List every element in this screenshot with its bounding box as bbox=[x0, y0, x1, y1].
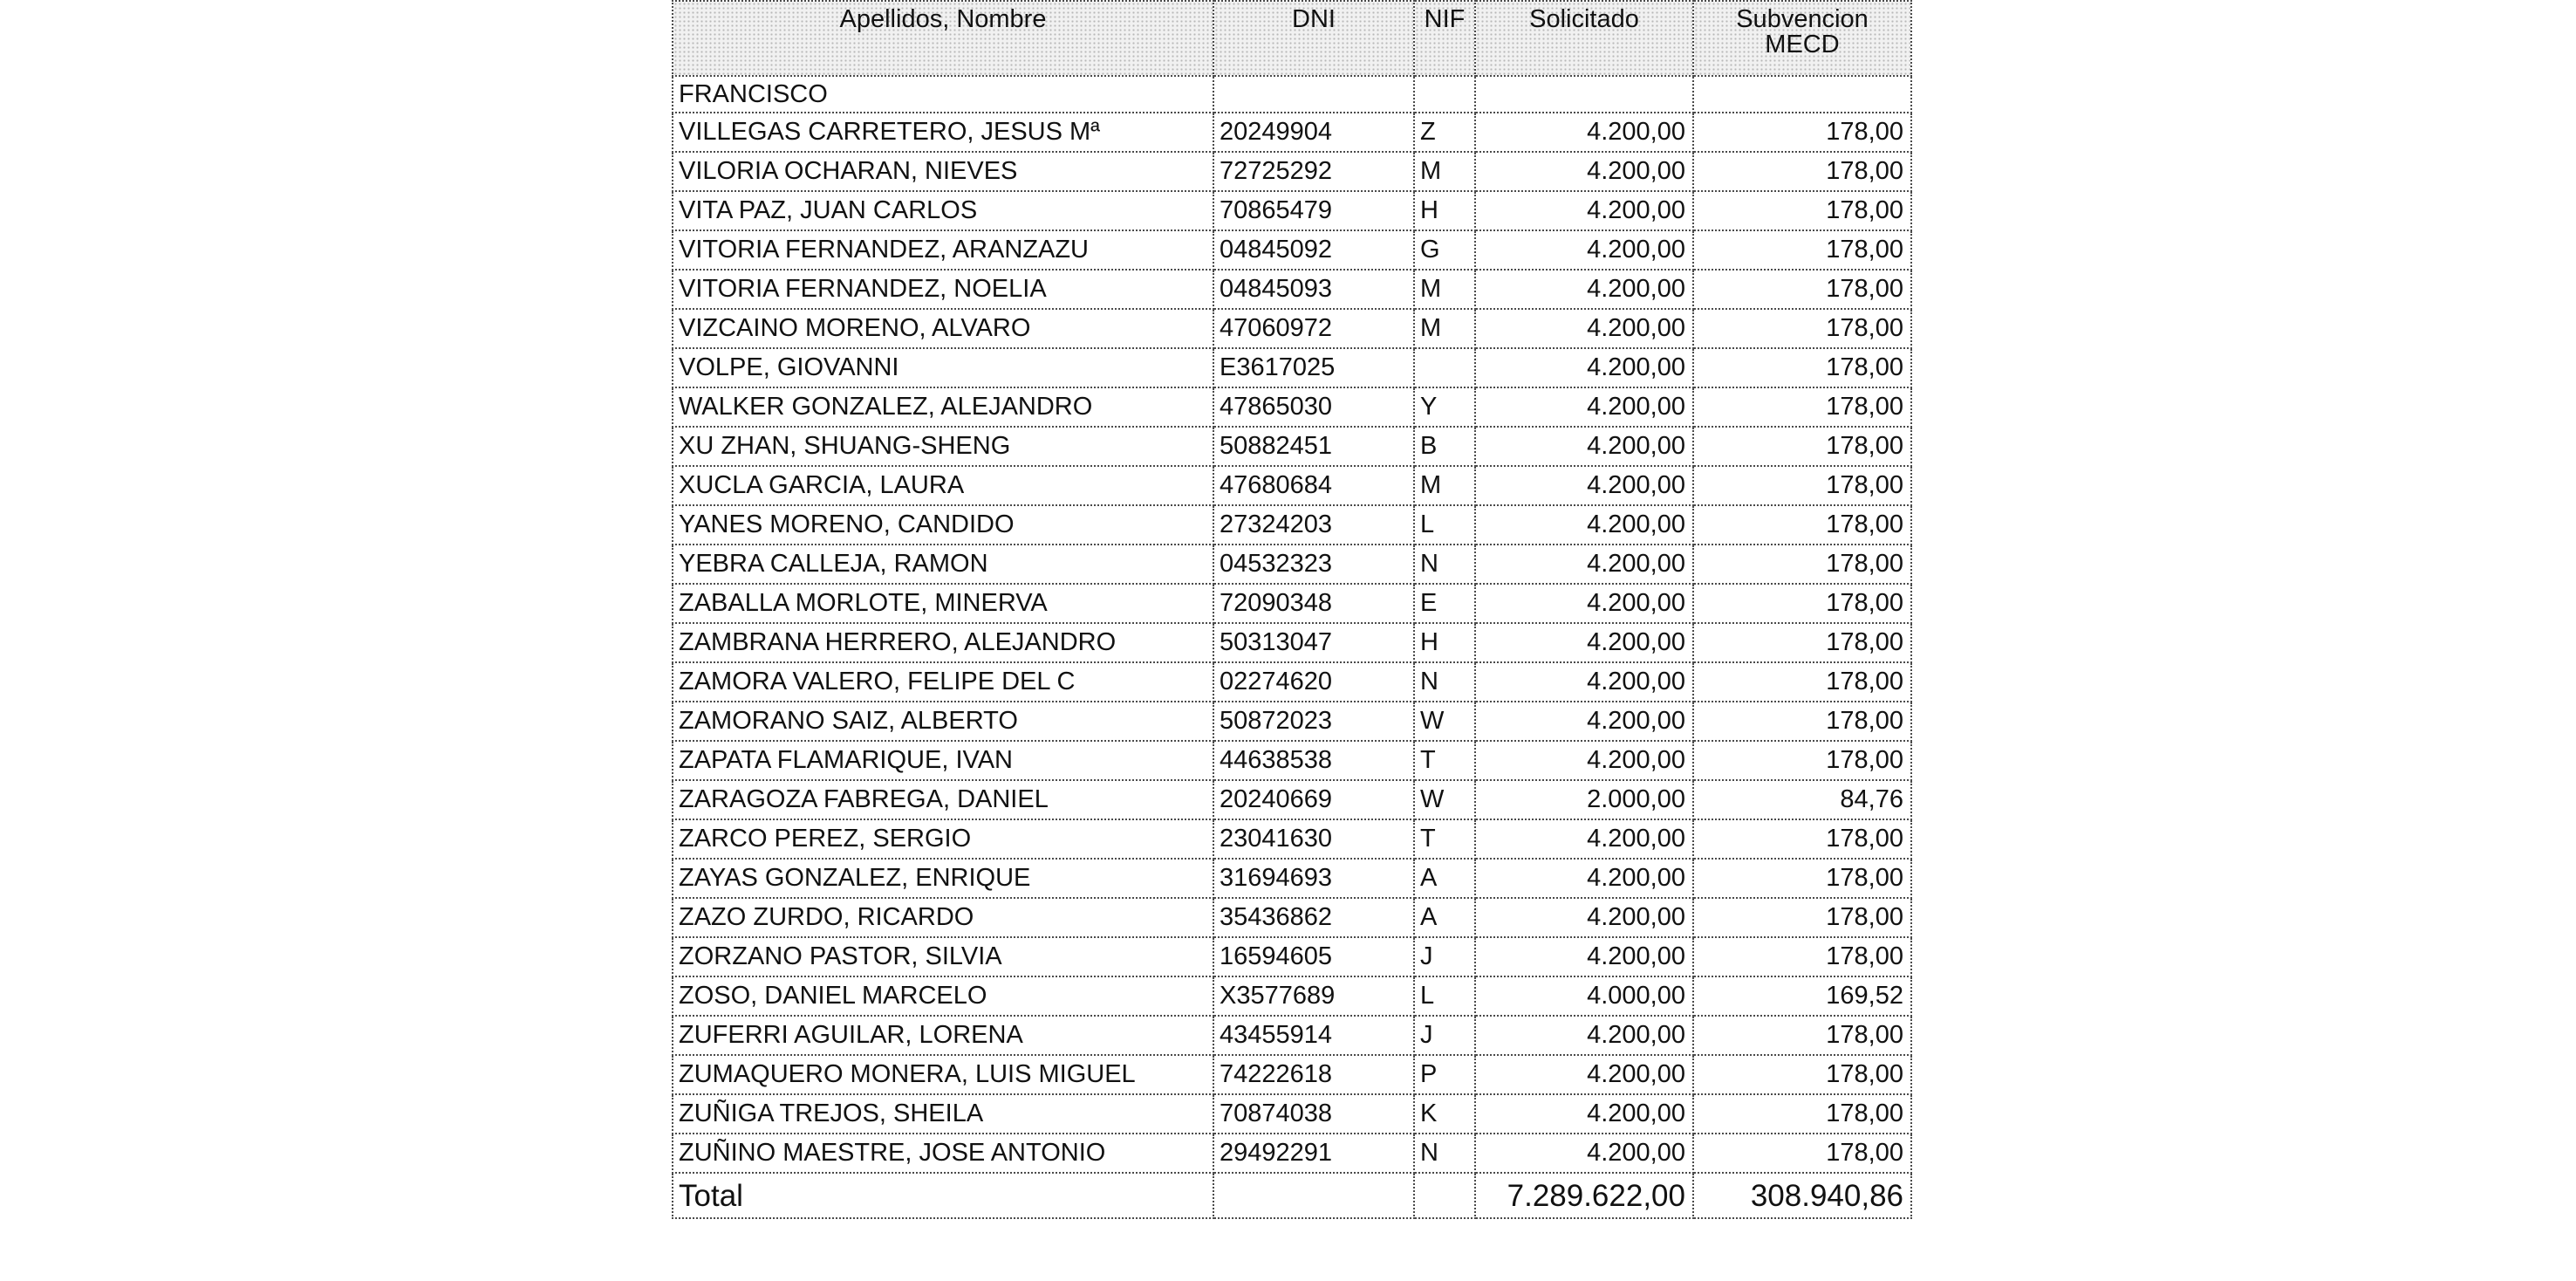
cell-subvencion: 178,00 bbox=[1693, 898, 1911, 937]
cell-solicitado: 4.200,00 bbox=[1475, 819, 1693, 859]
cell-solicitado: 4.200,00 bbox=[1475, 584, 1693, 623]
cell-subvencion: 178,00 bbox=[1693, 584, 1911, 623]
cell-dni bbox=[1213, 76, 1414, 113]
cell-nif: H bbox=[1414, 623, 1475, 662]
cell-solicitado: 4.200,00 bbox=[1475, 387, 1693, 427]
cell-name: ZAZO ZURDO, RICARDO bbox=[673, 898, 1213, 937]
table-row bbox=[673, 230, 1911, 270]
cell-nif: T bbox=[1414, 819, 1475, 859]
cell-subvencion bbox=[1693, 76, 1911, 113]
cell-nif: J bbox=[1414, 937, 1475, 976]
header-row bbox=[673, 1, 1911, 76]
cell-solicitado: 4.200,00 bbox=[1475, 230, 1693, 270]
cell-name: VITORIA FERNANDEZ, NOELIA bbox=[673, 270, 1213, 309]
table-row bbox=[673, 662, 1911, 702]
cell-name: VILLEGAS CARRETERO, JESUS Mª bbox=[673, 113, 1213, 152]
cell-nif: H bbox=[1414, 191, 1475, 230]
cell-nif: M bbox=[1414, 466, 1475, 505]
cell-dni: 31694693 bbox=[1213, 859, 1414, 898]
table-row bbox=[673, 1094, 1911, 1134]
cell-nif: N bbox=[1414, 545, 1475, 584]
table-row bbox=[673, 191, 1911, 230]
cell-dni: 04845093 bbox=[1213, 270, 1414, 309]
cell-dni: 50882451 bbox=[1213, 427, 1414, 466]
cell-solicitado: 2.000,00 bbox=[1475, 780, 1693, 819]
cell-subvencion: 178,00 bbox=[1693, 113, 1911, 152]
cell-name: VILORIA OCHARAN, NIEVES bbox=[673, 152, 1213, 191]
cell-nif: M bbox=[1414, 152, 1475, 191]
cell-nif: W bbox=[1414, 780, 1475, 819]
cell-name: VIZCAINO MORENO, ALVARO bbox=[673, 309, 1213, 348]
cell-dni: 29492291 bbox=[1213, 1134, 1414, 1173]
cell-nif: J bbox=[1414, 1016, 1475, 1055]
table-row bbox=[673, 584, 1911, 623]
cell-name: YEBRA CALLEJA, RAMON bbox=[673, 545, 1213, 584]
table-row bbox=[673, 505, 1911, 545]
cell-dni: 72725292 bbox=[1213, 152, 1414, 191]
cell-solicitado: 4.200,00 bbox=[1475, 545, 1693, 584]
cell-name: ZUÑINO MAESTRE, JOSE ANTONIO bbox=[673, 1134, 1213, 1173]
table-row bbox=[673, 1134, 1911, 1173]
cell-solicitado: 4.000,00 bbox=[1475, 976, 1693, 1016]
cell-solicitado: 4.200,00 bbox=[1475, 1094, 1693, 1134]
cell-solicitado: 4.200,00 bbox=[1475, 348, 1693, 387]
cell-nif: Y bbox=[1414, 387, 1475, 427]
cell-subvencion: 178,00 bbox=[1693, 741, 1911, 780]
cell-dni: E3617025 bbox=[1213, 348, 1414, 387]
cell-subvencion: 178,00 bbox=[1693, 348, 1911, 387]
cell-solicitado: 4.200,00 bbox=[1475, 309, 1693, 348]
cell-nif: L bbox=[1414, 976, 1475, 1016]
cell-dni: 16594605 bbox=[1213, 937, 1414, 976]
cell-solicitado: 4.200,00 bbox=[1475, 1055, 1693, 1094]
cell-dni: 04845092 bbox=[1213, 230, 1414, 270]
cell-subvencion: 178,00 bbox=[1693, 819, 1911, 859]
cell-dni: 04532323 bbox=[1213, 545, 1414, 584]
cell-nif: B bbox=[1414, 427, 1475, 466]
cell-nif: E bbox=[1414, 584, 1475, 623]
table-row bbox=[673, 152, 1911, 191]
cell-subvencion: 178,00 bbox=[1693, 427, 1911, 466]
cell-name: XUCLA GARCIA, LAURA bbox=[673, 466, 1213, 505]
cell-subvencion: 178,00 bbox=[1693, 545, 1911, 584]
table-row bbox=[673, 780, 1911, 819]
cell-solicitado: 4.200,00 bbox=[1475, 270, 1693, 309]
table-row bbox=[673, 702, 1911, 741]
cell-dni: 20240669 bbox=[1213, 780, 1414, 819]
cell-name: ZARAGOZA FABREGA, DANIEL bbox=[673, 780, 1213, 819]
cell-dni: 35436862 bbox=[1213, 898, 1414, 937]
table-row bbox=[673, 898, 1911, 937]
header-nif: NIF bbox=[1414, 1, 1475, 76]
cell-name: WALKER GONZALEZ, ALEJANDRO bbox=[673, 387, 1213, 427]
cell-nif: N bbox=[1414, 662, 1475, 702]
cell-subvencion: 84,76 bbox=[1693, 780, 1911, 819]
cell-subvencion: 178,00 bbox=[1693, 152, 1911, 191]
cell-subvencion: 178,00 bbox=[1693, 466, 1911, 505]
cell-name: ZAMBRANA HERRERO, ALEJANDRO bbox=[673, 623, 1213, 662]
cell-name: ZUMAQUERO MONERA, LUIS MIGUEL bbox=[673, 1055, 1213, 1094]
cell-dni: 74222618 bbox=[1213, 1055, 1414, 1094]
cell-nif: A bbox=[1414, 859, 1475, 898]
table-row bbox=[673, 623, 1911, 662]
cell-solicitado: 4.200,00 bbox=[1475, 859, 1693, 898]
cell-name: ZABALLA MORLOTE, MINERVA bbox=[673, 584, 1213, 623]
cell-subvencion: 178,00 bbox=[1693, 505, 1911, 545]
cell-nif: W bbox=[1414, 702, 1475, 741]
cell-subvencion: 178,00 bbox=[1693, 387, 1911, 427]
cell-nif: T bbox=[1414, 741, 1475, 780]
cell-dni: 70865479 bbox=[1213, 191, 1414, 230]
cell-name: XU ZHAN, SHUANG-SHENG bbox=[673, 427, 1213, 466]
cell-solicitado: 4.200,00 bbox=[1475, 505, 1693, 545]
cell-subvencion: 178,00 bbox=[1693, 1134, 1911, 1173]
cell-nif: M bbox=[1414, 270, 1475, 309]
cell-name: VITA PAZ, JUAN CARLOS bbox=[673, 191, 1213, 230]
table-row bbox=[673, 427, 1911, 466]
cell-subvencion: 178,00 bbox=[1693, 270, 1911, 309]
cell-nif: Z bbox=[1414, 113, 1475, 152]
cell-nif: N bbox=[1414, 1134, 1475, 1173]
cell-solicitado: 4.200,00 bbox=[1475, 937, 1693, 976]
cell-dni: 50872023 bbox=[1213, 702, 1414, 741]
cell-nif: K bbox=[1414, 1094, 1475, 1134]
header-name: Apellidos, Nombre bbox=[673, 1, 1213, 76]
beneficiaries-table bbox=[672, 0, 1912, 1219]
cell-nif: A bbox=[1414, 898, 1475, 937]
cell-subvencion: 169,52 bbox=[1693, 976, 1911, 1016]
total-subvencion: 308.940,86 bbox=[1693, 1173, 1911, 1218]
table-row bbox=[673, 819, 1911, 859]
cell-solicitado: 4.200,00 bbox=[1475, 662, 1693, 702]
cell-name: FRANCISCO bbox=[673, 76, 1213, 113]
table-row bbox=[673, 859, 1911, 898]
cell-subvencion: 178,00 bbox=[1693, 623, 1911, 662]
table-row bbox=[673, 387, 1911, 427]
cell-name: ZAPATA FLAMARIQUE, IVAN bbox=[673, 741, 1213, 780]
cell-solicitado: 4.200,00 bbox=[1475, 1134, 1693, 1173]
table-row bbox=[673, 937, 1911, 976]
cell-name: ZORZANO PASTOR, SILVIA bbox=[673, 937, 1213, 976]
cell-name: YANES MORENO, CANDIDO bbox=[673, 505, 1213, 545]
cell-nif bbox=[1414, 348, 1475, 387]
cell-subvencion: 178,00 bbox=[1693, 1055, 1911, 1094]
cell-nif: P bbox=[1414, 1055, 1475, 1094]
cell-name: ZUÑIGA TREJOS, SHEILA bbox=[673, 1094, 1213, 1134]
cell-dni: 72090348 bbox=[1213, 584, 1414, 623]
table-row bbox=[673, 309, 1911, 348]
table-row bbox=[673, 466, 1911, 505]
cell-subvencion: 178,00 bbox=[1693, 662, 1911, 702]
cell-dni: 70874038 bbox=[1213, 1094, 1414, 1134]
cell-solicitado: 4.200,00 bbox=[1475, 152, 1693, 191]
cell-nif bbox=[1414, 76, 1475, 113]
total-empty-nif bbox=[1414, 1173, 1475, 1218]
cell-dni: 47865030 bbox=[1213, 387, 1414, 427]
cell-nif: G bbox=[1414, 230, 1475, 270]
cell-dni: 43455914 bbox=[1213, 1016, 1414, 1055]
table-row bbox=[673, 1016, 1911, 1055]
cell-subvencion: 178,00 bbox=[1693, 1094, 1911, 1134]
table-row bbox=[673, 270, 1911, 309]
cell-dni: 47680684 bbox=[1213, 466, 1414, 505]
cell-name: ZAYAS GONZALEZ, ENRIQUE bbox=[673, 859, 1213, 898]
cell-subvencion: 178,00 bbox=[1693, 230, 1911, 270]
table-row bbox=[673, 113, 1911, 152]
cell-name: ZUFERRI AGUILAR, LORENA bbox=[673, 1016, 1213, 1055]
cell-dni: 23041630 bbox=[1213, 819, 1414, 859]
cell-solicitado: 4.200,00 bbox=[1475, 702, 1693, 741]
cell-name: ZARCO PEREZ, SERGIO bbox=[673, 819, 1213, 859]
cell-subvencion: 178,00 bbox=[1693, 702, 1911, 741]
cell-name: ZOSO, DANIEL MARCELO bbox=[673, 976, 1213, 1016]
cell-dni: 50313047 bbox=[1213, 623, 1414, 662]
table-row bbox=[673, 976, 1911, 1016]
cell-name: ZAMORANO SAIZ, ALBERTO bbox=[673, 702, 1213, 741]
cell-solicitado bbox=[1475, 76, 1693, 113]
table-row bbox=[673, 348, 1911, 387]
cell-solicitado: 4.200,00 bbox=[1475, 1016, 1693, 1055]
cell-dni: 27324203 bbox=[1213, 505, 1414, 545]
cell-dni: 02274620 bbox=[1213, 662, 1414, 702]
total-empty-dni bbox=[1213, 1173, 1414, 1218]
cell-subvencion: 178,00 bbox=[1693, 1016, 1911, 1055]
cell-dni: 20249904 bbox=[1213, 113, 1414, 152]
cell-solicitado: 4.200,00 bbox=[1475, 427, 1693, 466]
cell-name: ZAMORA VALERO, FELIPE DEL C bbox=[673, 662, 1213, 702]
header-dni: DNI bbox=[1213, 1, 1414, 76]
cell-nif: L bbox=[1414, 505, 1475, 545]
total-row bbox=[673, 1173, 1911, 1218]
cell-subvencion: 178,00 bbox=[1693, 191, 1911, 230]
cell-solicitado: 4.200,00 bbox=[1475, 191, 1693, 230]
cell-dni: 44638538 bbox=[1213, 741, 1414, 780]
header-subvencion: Subvencion MECD bbox=[1693, 1, 1911, 76]
header-solicitado: Solicitado bbox=[1475, 1, 1693, 76]
cell-subvencion: 178,00 bbox=[1693, 937, 1911, 976]
cell-solicitado: 4.200,00 bbox=[1475, 466, 1693, 505]
continuation-row bbox=[673, 76, 1911, 113]
cell-subvencion: 178,00 bbox=[1693, 309, 1911, 348]
cell-solicitado: 4.200,00 bbox=[1475, 113, 1693, 152]
total-label: Total bbox=[673, 1173, 1213, 1218]
cell-name: VITORIA FERNANDEZ, ARANZAZU bbox=[673, 230, 1213, 270]
cell-solicitado: 4.200,00 bbox=[1475, 741, 1693, 780]
cell-solicitado: 4.200,00 bbox=[1475, 898, 1693, 937]
table-row bbox=[673, 545, 1911, 584]
cell-dni: 47060972 bbox=[1213, 309, 1414, 348]
cell-name: VOLPE, GIOVANNI bbox=[673, 348, 1213, 387]
cell-nif: M bbox=[1414, 309, 1475, 348]
table-row bbox=[673, 1055, 1911, 1094]
table-row bbox=[673, 741, 1911, 780]
total-solicitado: 7.289.622,00 bbox=[1475, 1173, 1693, 1218]
cell-solicitado: 4.200,00 bbox=[1475, 623, 1693, 662]
cell-subvencion: 178,00 bbox=[1693, 859, 1911, 898]
cell-dni: X3577689 bbox=[1213, 976, 1414, 1016]
